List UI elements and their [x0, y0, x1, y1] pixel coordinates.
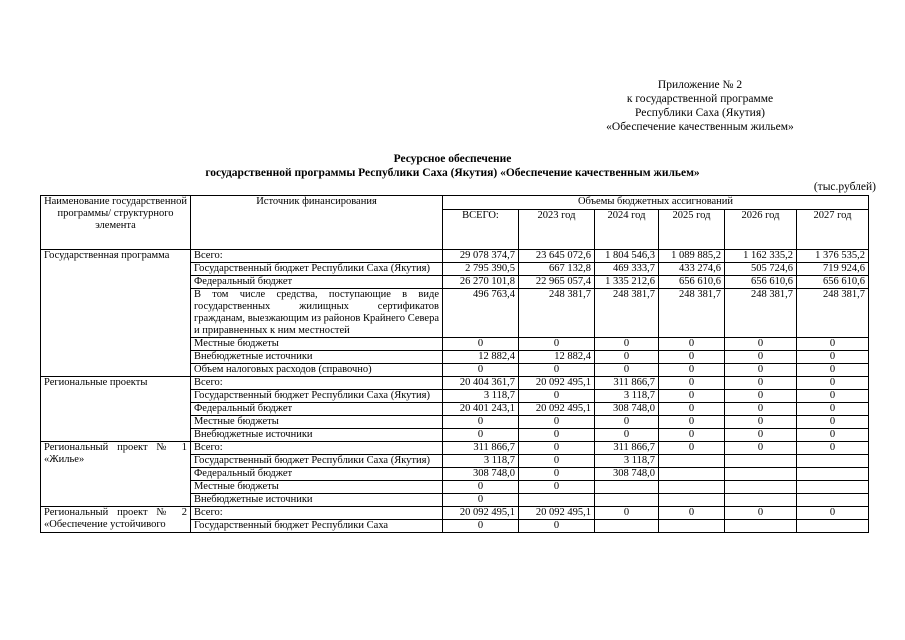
source-cell: Государственный бюджет Республики Саха (Якутия) — [191, 263, 443, 276]
value-cell: 0 — [659, 338, 725, 351]
source-cell: Всего: — [191, 250, 443, 263]
table-row — [41, 507, 869, 520]
appendix-line: «Обеспечение качественным жильем» — [606, 121, 794, 133]
value-cell: 0 — [595, 351, 659, 364]
value-cell: 0 — [797, 416, 869, 429]
value-cell — [725, 520, 797, 533]
value-cell: 23 645 072,6 — [519, 250, 595, 263]
value-cell: 0 — [519, 455, 595, 468]
value-cell: 469 333,7 — [595, 263, 659, 276]
value-cell: 311 866,7 — [595, 442, 659, 455]
value-cell — [797, 481, 869, 494]
value-cell: 667 132,8 — [519, 263, 595, 276]
source-cell: Государственный бюджет Республики Саха — [191, 520, 443, 533]
value-cell: 0 — [797, 429, 869, 442]
value-cell: 1 162 335,2 — [725, 250, 797, 263]
element-name-cell: Региональные проекты — [41, 377, 191, 442]
value-cell — [725, 455, 797, 468]
document-title — [120, 152, 785, 180]
value-cell: 0 — [519, 481, 595, 494]
value-cell: 22 965 057,4 — [519, 276, 595, 289]
source-cell: Местные бюджеты — [191, 416, 443, 429]
value-cell: 0 — [797, 364, 869, 377]
element-name-cell: Государственная программа — [41, 250, 191, 377]
value-cell: 0 — [797, 338, 869, 351]
value-cell — [725, 494, 797, 507]
value-cell — [595, 481, 659, 494]
value-cell: 0 — [725, 416, 797, 429]
source-cell: Государственный бюджет Республики Саха (Якутия) — [191, 455, 443, 468]
value-cell: 0 — [725, 403, 797, 416]
value-cell — [797, 520, 869, 533]
header-year: ВСЕГО: — [443, 210, 519, 250]
value-cell — [659, 455, 725, 468]
value-cell: 3 118,7 — [595, 390, 659, 403]
value-cell: 308 748,0 — [595, 468, 659, 481]
header-year: 2026 год — [725, 210, 797, 250]
value-cell — [797, 455, 869, 468]
value-cell: 248 381,7 — [519, 289, 595, 338]
value-cell: 0 — [725, 351, 797, 364]
appendix-header — [560, 78, 840, 134]
value-cell — [595, 494, 659, 507]
value-cell: 0 — [443, 416, 519, 429]
header-volumes: Объемы бюджетных ассигнований — [443, 196, 869, 210]
title-line-2: государственной программы Республики Саха (Якутия) «Обеспечение качественным жильем» — [205, 167, 700, 179]
header-year: 2025 год — [659, 210, 725, 250]
value-cell: 12 882,4 — [443, 351, 519, 364]
value-cell: 0 — [659, 390, 725, 403]
value-cell: 20 092 495,1 — [519, 377, 595, 390]
value-cell: 20 401 243,1 — [443, 403, 519, 416]
source-cell: Местные бюджеты — [191, 481, 443, 494]
value-cell: 248 381,7 — [595, 289, 659, 338]
value-cell: 0 — [797, 390, 869, 403]
value-cell: 496 763,4 — [443, 289, 519, 338]
header-year: 2024 год — [595, 210, 659, 250]
value-cell: 3 118,7 — [443, 390, 519, 403]
value-cell: 20 404 361,7 — [443, 377, 519, 390]
table-body — [41, 250, 869, 533]
value-cell: 12 882,4 — [519, 351, 595, 364]
header-source: Источник финансирования — [191, 196, 443, 250]
source-cell: Всего: — [191, 442, 443, 455]
value-cell: 248 381,7 — [659, 289, 725, 338]
value-cell: 656 610,6 — [725, 276, 797, 289]
value-cell: 0 — [659, 442, 725, 455]
source-cell: Местные бюджеты — [191, 338, 443, 351]
value-cell: 0 — [595, 416, 659, 429]
value-cell: 0 — [725, 442, 797, 455]
value-cell: 0 — [797, 351, 869, 364]
value-cell — [595, 520, 659, 533]
value-cell: 0 — [725, 338, 797, 351]
value-cell: 0 — [519, 364, 595, 377]
value-cell: 0 — [725, 429, 797, 442]
value-cell: 0 — [519, 468, 595, 481]
value-cell: 0 — [797, 403, 869, 416]
value-cell: 1 335 212,6 — [595, 276, 659, 289]
table-row — [41, 377, 869, 390]
value-cell: 0 — [443, 520, 519, 533]
value-cell: 0 — [725, 390, 797, 403]
source-cell: Объем налоговых расходов (справочно) — [191, 364, 443, 377]
value-cell: 20 092 495,1 — [519, 507, 595, 520]
appendix-line: к государственной программе — [626, 93, 774, 105]
value-cell: 0 — [443, 338, 519, 351]
value-cell: 0 — [519, 390, 595, 403]
table-row — [41, 250, 869, 263]
value-cell — [659, 494, 725, 507]
value-cell: 505 724,6 — [725, 263, 797, 276]
source-cell: Всего: — [191, 507, 443, 520]
value-cell: 0 — [519, 520, 595, 533]
title-line-1: Ресурсное обеспечение — [393, 153, 512, 165]
value-cell: 0 — [519, 416, 595, 429]
value-cell: 311 866,7 — [595, 377, 659, 390]
value-cell: 20 092 495,1 — [443, 507, 519, 520]
value-cell: 2 795 390,5 — [443, 263, 519, 276]
source-cell: Федеральный бюджет — [191, 403, 443, 416]
value-cell: 0 — [443, 364, 519, 377]
value-cell: 0 — [659, 351, 725, 364]
source-cell: Внебюджетные источники — [191, 429, 443, 442]
value-cell: 0 — [659, 403, 725, 416]
value-cell: 0 — [659, 364, 725, 377]
value-cell: 0 — [519, 338, 595, 351]
value-cell: 0 — [797, 507, 869, 520]
element-name-cell: Региональный проект № 2 «Обеспечение устойчивого — [41, 507, 191, 533]
value-cell: 0 — [659, 507, 725, 520]
value-cell: 0 — [797, 377, 869, 390]
appendix-line: Республики Саха (Якутия) — [635, 107, 765, 119]
value-cell: 0 — [519, 442, 595, 455]
value-cell: 248 381,7 — [797, 289, 869, 338]
value-cell — [797, 468, 869, 481]
value-cell — [797, 494, 869, 507]
value-cell: 3 118,7 — [595, 455, 659, 468]
source-cell: Федеральный бюджет — [191, 468, 443, 481]
value-cell: 0 — [797, 442, 869, 455]
header-year: 2027 год — [797, 210, 869, 250]
value-cell: 0 — [443, 494, 519, 507]
value-cell — [519, 494, 595, 507]
source-cell: Государственный бюджет Республики Саха (Якутия) — [191, 390, 443, 403]
value-cell — [725, 468, 797, 481]
value-cell: 656 610,6 — [659, 276, 725, 289]
source-cell: Внебюджетные источники — [191, 351, 443, 364]
value-cell: 0 — [595, 364, 659, 377]
value-cell: 1 089 885,2 — [659, 250, 725, 263]
header-name: Наименование государственной программы/ структурного элемента — [41, 196, 191, 250]
table-row — [41, 442, 869, 455]
source-cell: Всего: — [191, 377, 443, 390]
value-cell: 0 — [519, 429, 595, 442]
value-cell: 0 — [595, 429, 659, 442]
appendix-line: Приложение № 2 — [657, 79, 743, 91]
units-label: (тыс.рублей) — [813, 181, 876, 193]
value-cell: 0 — [443, 481, 519, 494]
value-cell: 1 376 535,2 — [797, 250, 869, 263]
resource-table — [40, 195, 869, 533]
value-cell: 0 — [659, 377, 725, 390]
value-cell: 719 924,6 — [797, 263, 869, 276]
value-cell: 311 866,7 — [443, 442, 519, 455]
value-cell: 308 748,0 — [443, 468, 519, 481]
value-cell — [659, 468, 725, 481]
value-cell: 248 381,7 — [725, 289, 797, 338]
value-cell: 20 092 495,1 — [519, 403, 595, 416]
value-cell — [725, 481, 797, 494]
value-cell: 433 274,6 — [659, 263, 725, 276]
value-cell: 26 270 101,8 — [443, 276, 519, 289]
value-cell: 0 — [725, 377, 797, 390]
source-cell: Внебюджетные источники — [191, 494, 443, 507]
value-cell — [659, 481, 725, 494]
value-cell: 0 — [659, 416, 725, 429]
value-cell: 1 804 546,3 — [595, 250, 659, 263]
value-cell: 308 748,0 — [595, 403, 659, 416]
value-cell: 0 — [595, 507, 659, 520]
source-cell: В том числе средства, поступающие в виде государственных жилищных сертификатов гражданам, выезжающим из районов Крайнего Севера и приравненных к ним местностей — [191, 289, 443, 338]
value-cell: 29 078 374,7 — [443, 250, 519, 263]
element-name-cell: Региональный проект № 1 «Жилье» — [41, 442, 191, 507]
value-cell: 0 — [725, 507, 797, 520]
source-cell: Федеральный бюджет — [191, 276, 443, 289]
value-cell: 0 — [443, 429, 519, 442]
value-cell: 656 610,6 — [797, 276, 869, 289]
value-cell: 0 — [659, 429, 725, 442]
value-cell: 0 — [595, 338, 659, 351]
value-cell: 0 — [725, 364, 797, 377]
value-cell: 3 118,7 — [443, 455, 519, 468]
header-year: 2023 год — [519, 210, 595, 250]
value-cell — [659, 520, 725, 533]
